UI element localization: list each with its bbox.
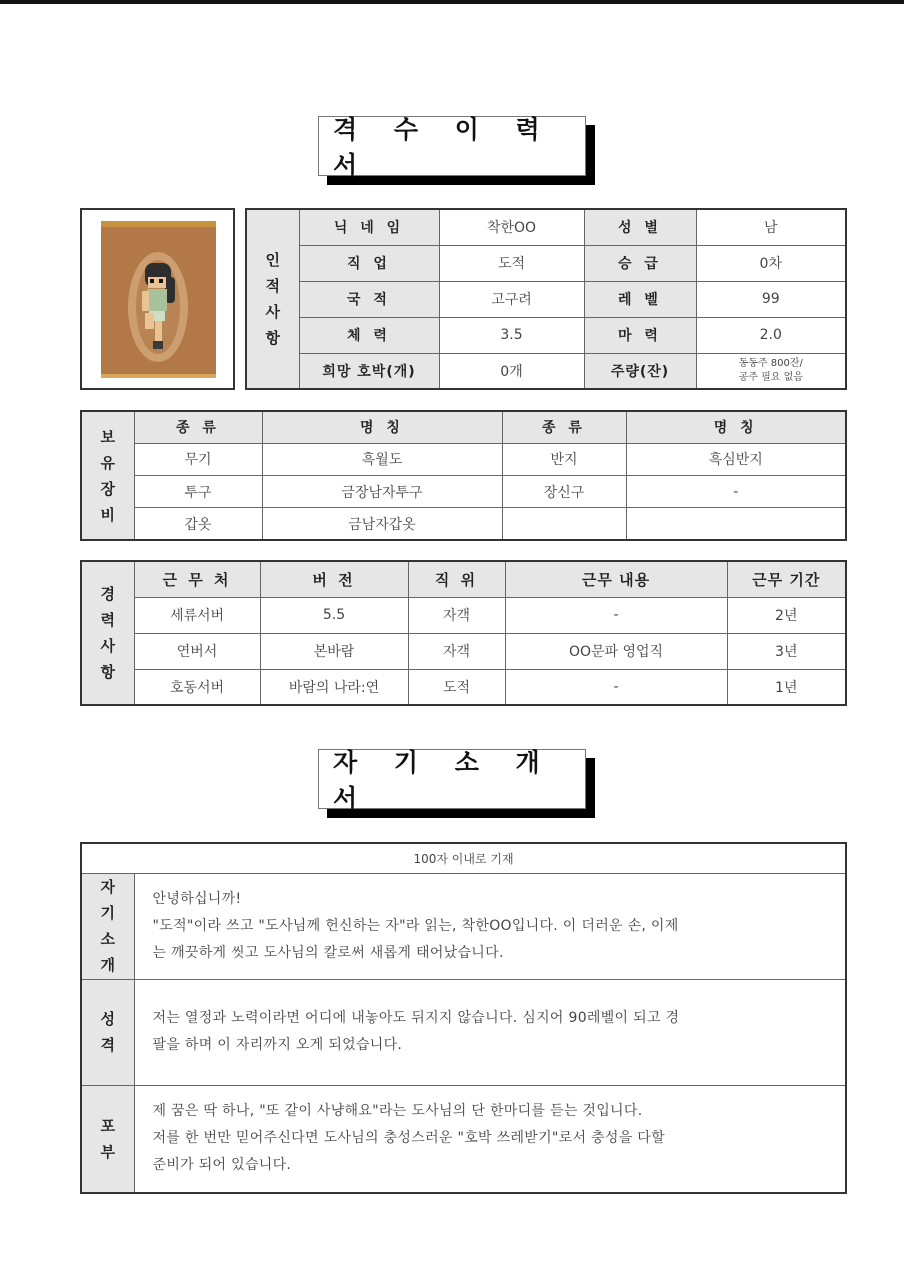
- career-position: 도적: [408, 669, 505, 705]
- drinking-value: 동동주 800잔/ 공주 필요 없음: [696, 353, 846, 389]
- table-row: [81, 443, 846, 475]
- top-border: [0, 0, 904, 4]
- equipment-name: 흑월도: [262, 443, 502, 475]
- equipment-header-name: 명 칭: [626, 411, 846, 443]
- career-duty: -: [505, 597, 727, 633]
- level-label: 레 벨: [584, 281, 696, 317]
- pumpkin-value: 0개: [439, 353, 584, 389]
- career-header-place: 근 무 처: [134, 561, 260, 597]
- career-period: 1년: [727, 669, 846, 705]
- character-photo-frame: [80, 208, 235, 390]
- length-note: 100자 이내로 기재: [81, 843, 846, 873]
- equipment-type: 장신구: [502, 476, 626, 508]
- career-table: [80, 560, 847, 706]
- resume-title: 격 수 이 력 서: [318, 116, 586, 176]
- nickname-value: 착한OO: [439, 209, 584, 245]
- equipment-name: 흑심반지: [626, 443, 846, 475]
- career-place: 세류서버: [134, 597, 260, 633]
- equipment-table: [80, 410, 847, 541]
- career-duty: OO문파 영업직: [505, 633, 727, 669]
- career-header-period: 근무 기간: [727, 561, 846, 597]
- personality-text: 저는 열정과 노력이라면 어디에 내놓아도 뒤지지 않습니다. 심지어 90레벨이 되고 경 팔을 하며 이 자리까지 오게 되었습니다.: [134, 979, 846, 1085]
- equipment-header-type: 종 류: [502, 411, 626, 443]
- career-place: 호동서버: [134, 669, 260, 705]
- equipment-type: 투구: [134, 476, 262, 508]
- self-intro-title: 자 기 소 개 서: [318, 749, 586, 809]
- promotion-value: 0차: [696, 245, 846, 281]
- character-photo: [101, 221, 216, 378]
- gender-label: 성 별: [584, 209, 696, 245]
- nationality-value: 고구려: [439, 281, 584, 317]
- personal-info-table: [245, 208, 847, 390]
- equipment-header-name: 명 칭: [262, 411, 502, 443]
- equipment-type: 갑옷: [134, 508, 262, 540]
- table-row: [81, 597, 846, 633]
- equipment-name: -: [626, 476, 846, 508]
- intro-section-label: 자 기 소 개: [81, 873, 134, 979]
- career-header-version: 버 전: [260, 561, 408, 597]
- mp-label: 마 력: [584, 317, 696, 353]
- equipment-type: [502, 508, 626, 540]
- equipment-header-type: 종 류: [134, 411, 262, 443]
- equipment-name: 금남자갑옷: [262, 508, 502, 540]
- equipment-name: [626, 508, 846, 540]
- career-position: 자객: [408, 597, 505, 633]
- career-position: 자객: [408, 633, 505, 669]
- equipment-name: 금장남자투구: [262, 476, 502, 508]
- equipment-section-label: 보 유 장 비: [81, 411, 134, 540]
- career-header-duty: 근무 내용: [505, 561, 727, 597]
- career-version: 본바람: [260, 633, 408, 669]
- hp-value: 3.5: [439, 317, 584, 353]
- hp-label: 체 력: [299, 317, 439, 353]
- mp-value: 2.0: [696, 317, 846, 353]
- ambition-text: 제 꿈은 딱 하나, "또 같이 사냥해요"라는 도사님의 단 한마디를 듣는 것입니다. 저를 한 번만 믿어주신다면 도사님의 충성스러운 "호박 쓰레받기"로서 충성을 다할 준비가 되어 있습니다.: [134, 1085, 846, 1193]
- self-intro-table: [80, 842, 847, 1194]
- job-value: 도적: [439, 245, 584, 281]
- career-period: 3년: [727, 633, 846, 669]
- character-sprite-icon: [101, 227, 216, 374]
- career-period: 2년: [727, 597, 846, 633]
- drinking-label: 주량(잔): [584, 353, 696, 389]
- table-row: [81, 508, 846, 540]
- career-duty: -: [505, 669, 727, 705]
- personal-section-label: 인 적 사 항: [246, 209, 299, 389]
- table-row: [81, 633, 846, 669]
- equipment-type: 반지: [502, 443, 626, 475]
- career-place: 연버서: [134, 633, 260, 669]
- table-row: [81, 669, 846, 705]
- pumpkin-label: 희망 호박(개): [299, 353, 439, 389]
- career-header-position: 직 위: [408, 561, 505, 597]
- career-version: 바람의 나라:연: [260, 669, 408, 705]
- personality-section-label: 성 격: [81, 979, 134, 1085]
- nickname-label: 닉 네 임: [299, 209, 439, 245]
- equipment-type: 무기: [134, 443, 262, 475]
- career-version: 5.5: [260, 597, 408, 633]
- intro-text: 안녕하십니까! "도적"이라 쓰고 "도사님께 헌신하는 자"라 읽는, 착한OO입니다. 이 더러운 손, 이제 는 깨끗하게 씻고 도사님의 칼로써 새롭게 태어났습니다.: [134, 873, 846, 979]
- career-section-label: 경 력 사 항: [81, 561, 134, 705]
- promotion-label: 승 급: [584, 245, 696, 281]
- level-value: 99: [696, 281, 846, 317]
- ambition-section-label: 포 부: [81, 1085, 134, 1193]
- gender-value: 남: [696, 209, 846, 245]
- job-label: 직 업: [299, 245, 439, 281]
- table-row: [81, 476, 846, 508]
- nationality-label: 국 적: [299, 281, 439, 317]
